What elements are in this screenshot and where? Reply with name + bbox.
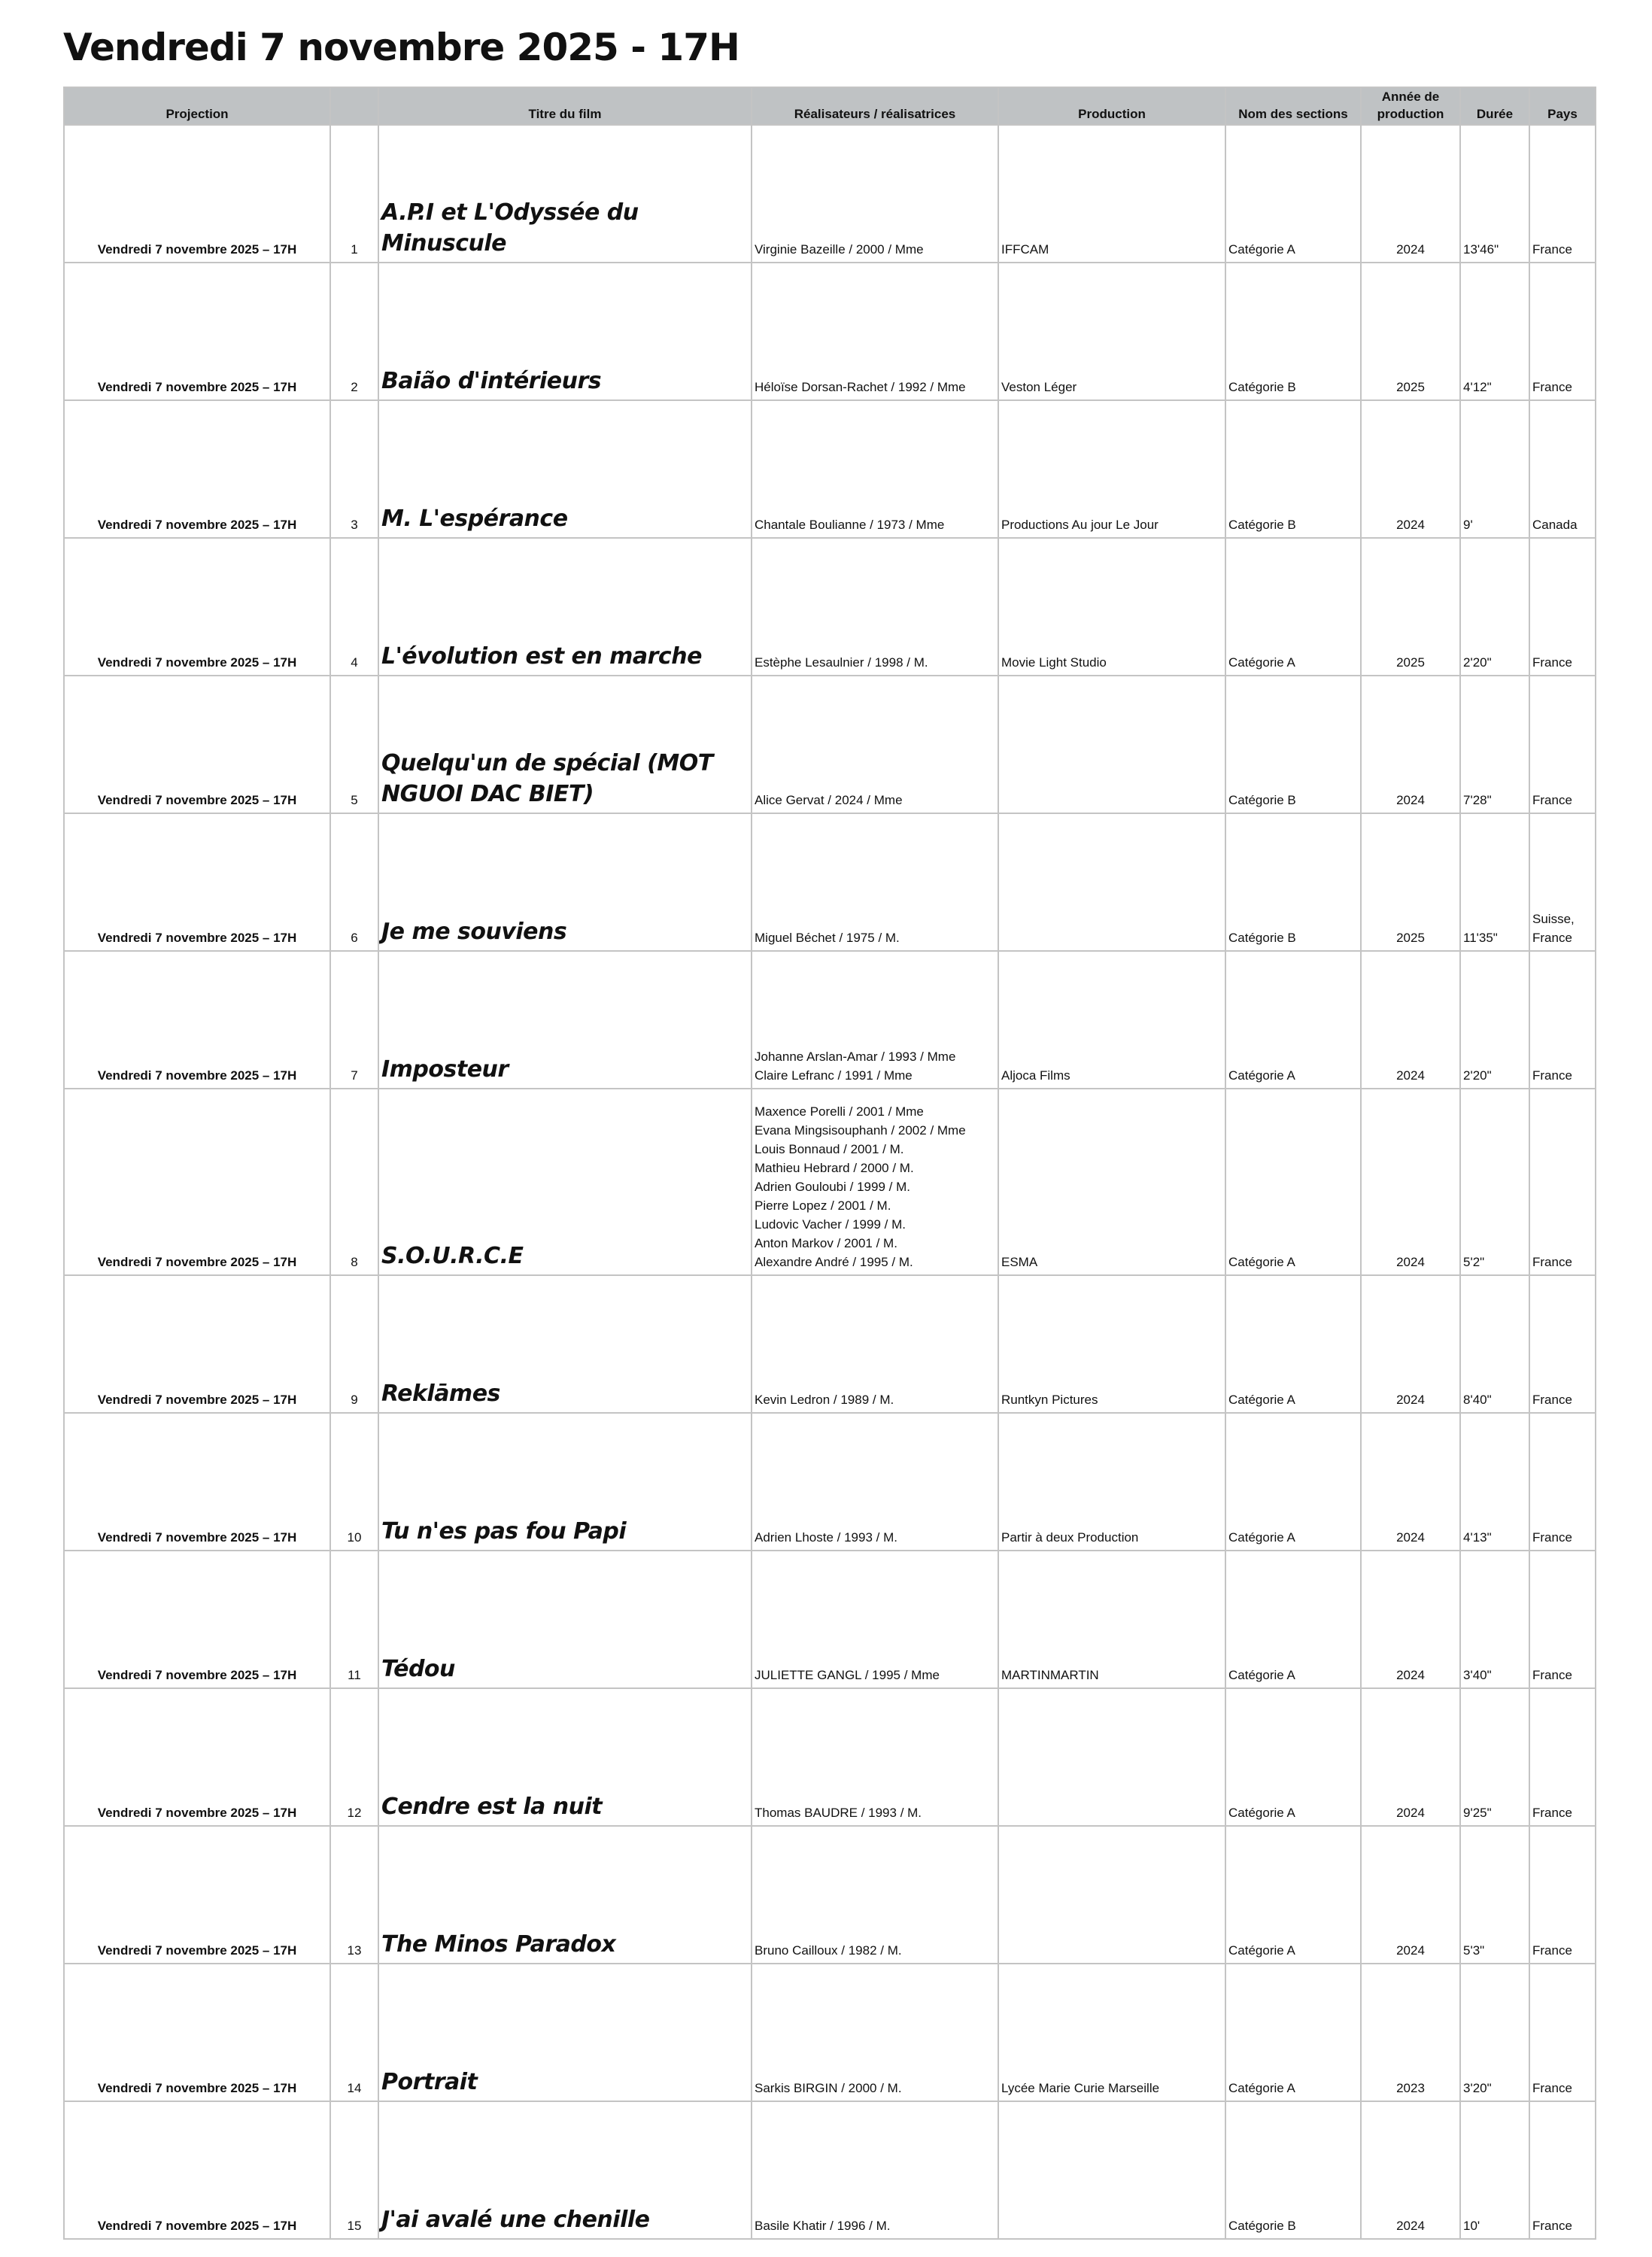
duration-cell: 2'20" xyxy=(1460,951,1529,1089)
production-cell: Runtkyn Pictures xyxy=(998,1275,1225,1413)
header-country: Pays xyxy=(1529,87,1596,125)
director-line: Héloïse Dorsan-Rachet / 1992 / Mme xyxy=(755,380,966,394)
country-cell: Suisse, France xyxy=(1529,813,1596,951)
year-cell: 2024 xyxy=(1361,1826,1460,1964)
director-line: Basile Khatir / 1996 / M. xyxy=(755,2219,891,2233)
table-row xyxy=(64,676,1596,813)
film-title-cell: The Minos Paradox xyxy=(378,1826,752,1964)
section-cell: Catégorie B xyxy=(1225,263,1361,400)
country-cell: France xyxy=(1529,538,1596,676)
table-row xyxy=(64,813,1596,951)
projection-cell: Vendredi 7 novembre 2025 – 17H xyxy=(64,538,330,676)
country-cell: France xyxy=(1529,125,1596,263)
film-title-cell: Tu n'es pas fou Papi xyxy=(378,1413,752,1551)
directors-cell xyxy=(752,676,998,813)
number-cell: 14 xyxy=(330,1964,378,2101)
section-cell: Catégorie B xyxy=(1225,2101,1361,2239)
section-cell: Catégorie A xyxy=(1225,951,1361,1089)
year-cell: 2025 xyxy=(1361,813,1460,951)
country-cell: France xyxy=(1529,1964,1596,2101)
number-cell: 9 xyxy=(330,1275,378,1413)
country-cell: France xyxy=(1529,1551,1596,1688)
duration-cell: 5'2" xyxy=(1460,1089,1529,1275)
country-cell: France xyxy=(1529,1089,1596,1275)
directors-cell xyxy=(752,813,998,951)
directors-cell xyxy=(752,1551,998,1688)
table-row xyxy=(64,1826,1596,1964)
section-cell: Catégorie A xyxy=(1225,125,1361,263)
table-row xyxy=(64,951,1596,1089)
projection-cell: Vendredi 7 novembre 2025 – 17H xyxy=(64,1826,330,1964)
year-cell: 2024 xyxy=(1361,1688,1460,1826)
production-cell xyxy=(998,813,1225,951)
duration-cell: 9'25" xyxy=(1460,1688,1529,1826)
director-line: Johanne Arslan-Amar / 1993 / Mme xyxy=(755,1050,956,1064)
year-cell: 2025 xyxy=(1361,538,1460,676)
header-title: Titre du film xyxy=(378,87,752,125)
directors-cell xyxy=(752,1826,998,1964)
table-row xyxy=(64,1275,1596,1413)
country-cell: France xyxy=(1529,951,1596,1089)
film-title-cell: S.O.U.R.C.E xyxy=(378,1089,752,1275)
projection-cell: Vendredi 7 novembre 2025 – 17H xyxy=(64,1413,330,1551)
directors-cell xyxy=(752,538,998,676)
year-cell: 2024 xyxy=(1361,1089,1460,1275)
director-line: Maxence Porelli / 2001 / Mme xyxy=(755,1104,924,1119)
country-cell: France xyxy=(1529,2101,1596,2239)
directors-cell xyxy=(752,1964,998,2101)
projection-cell: Vendredi 7 novembre 2025 – 17H xyxy=(64,125,330,263)
duration-cell: 3'20" xyxy=(1460,1964,1529,2101)
year-cell: 2024 xyxy=(1361,676,1460,813)
production-cell: MARTINMARTIN xyxy=(998,1551,1225,1688)
country-cell: France xyxy=(1529,1688,1596,1826)
number-cell: 6 xyxy=(330,813,378,951)
duration-cell: 7'28" xyxy=(1460,676,1529,813)
duration-cell: 4'13" xyxy=(1460,1413,1529,1551)
year-cell: 2024 xyxy=(1361,1413,1460,1551)
director-line: Alice Gervat / 2024 / Mme xyxy=(755,793,903,807)
table-row xyxy=(64,538,1596,676)
year-cell: 2024 xyxy=(1361,125,1460,263)
section-cell: Catégorie A xyxy=(1225,1688,1361,1826)
director-line: Sarkis BIRGIN / 2000 / M. xyxy=(755,2081,902,2095)
directors-cell xyxy=(752,125,998,263)
projection-cell: Vendredi 7 novembre 2025 – 17H xyxy=(64,813,330,951)
film-title-cell: A.P.I et L'Odyssée du Minuscule xyxy=(378,125,752,263)
film-title-cell: Cendre est la nuit xyxy=(378,1688,752,1826)
production-cell: Partir à deux Production xyxy=(998,1413,1225,1551)
section-cell: Catégorie A xyxy=(1225,1089,1361,1275)
number-cell: 2 xyxy=(330,263,378,400)
country-cell: France xyxy=(1529,1275,1596,1413)
director-line: Adrien Gouloubi / 1999 / M. xyxy=(755,1180,910,1194)
production-cell xyxy=(998,1688,1225,1826)
table-row xyxy=(64,1413,1596,1551)
year-cell: 2024 xyxy=(1361,1275,1460,1413)
projection-cell: Vendredi 7 novembre 2025 – 17H xyxy=(64,1089,330,1275)
country-cell: France xyxy=(1529,1413,1596,1551)
header-projection: Projection xyxy=(64,87,330,125)
directors-cell xyxy=(752,1413,998,1551)
table-row xyxy=(64,263,1596,400)
film-title-cell: M. L'espérance xyxy=(378,400,752,538)
film-title-cell: Baião d'intérieurs xyxy=(378,263,752,400)
header-directors: Réalisateurs / réalisatrices xyxy=(752,87,998,125)
production-cell xyxy=(998,676,1225,813)
production-cell: Lycée Marie Curie Marseille xyxy=(998,1964,1225,2101)
page-title: Vendredi 7 novembre 2025 - 17H xyxy=(63,26,739,69)
director-line: Virginie Bazeille / 2000 / Mme xyxy=(755,242,924,257)
directors-cell xyxy=(752,2101,998,2239)
duration-cell: 4'12" xyxy=(1460,263,1529,400)
film-title-cell: Portrait xyxy=(378,1964,752,2101)
section-cell: Catégorie B xyxy=(1225,813,1361,951)
production-cell: Aljoca Films xyxy=(998,951,1225,1089)
header-number xyxy=(330,87,378,125)
year-cell: 2023 xyxy=(1361,1964,1460,2101)
table-row xyxy=(64,2101,1596,2239)
duration-cell: 2'20" xyxy=(1460,538,1529,676)
duration-cell: 3'40" xyxy=(1460,1551,1529,1688)
section-cell: Catégorie A xyxy=(1225,1826,1361,1964)
country-cell: France xyxy=(1529,1826,1596,1964)
section-cell: Catégorie A xyxy=(1225,1275,1361,1413)
director-line: Ludovic Vacher / 1999 / M. xyxy=(755,1217,906,1232)
directors-cell xyxy=(752,400,998,538)
header-row xyxy=(64,87,1596,125)
film-title-cell: Je me souviens xyxy=(378,813,752,951)
film-schedule-table xyxy=(63,87,1596,2240)
duration-cell: 8'40" xyxy=(1460,1275,1529,1413)
year-cell: 2024 xyxy=(1361,400,1460,538)
number-cell: 7 xyxy=(330,951,378,1089)
duration-cell: 9' xyxy=(1460,400,1529,538)
projection-cell: Vendredi 7 novembre 2025 – 17H xyxy=(64,1551,330,1688)
directors-cell xyxy=(752,263,998,400)
number-cell: 4 xyxy=(330,538,378,676)
production-cell: Productions Au jour Le Jour xyxy=(998,400,1225,538)
year-cell: 2024 xyxy=(1361,1551,1460,1688)
director-line: Adrien Lhoste / 1993 / M. xyxy=(755,1530,897,1545)
director-line: Alexandre André / 1995 / M. xyxy=(755,1255,913,1269)
director-line: Miguel Béchet / 1975 / M. xyxy=(755,931,900,945)
header-year: Année de production xyxy=(1361,87,1460,125)
section-cell: Catégorie A xyxy=(1225,538,1361,676)
table-row xyxy=(64,1089,1596,1275)
table-body xyxy=(64,125,1596,2239)
header-production: Production xyxy=(998,87,1225,125)
number-cell: 8 xyxy=(330,1089,378,1275)
number-cell: 13 xyxy=(330,1826,378,1964)
projection-cell: Vendredi 7 novembre 2025 – 17H xyxy=(64,951,330,1089)
projection-cell: Vendredi 7 novembre 2025 – 17H xyxy=(64,676,330,813)
country-cell: Canada xyxy=(1529,400,1596,538)
country-cell: France xyxy=(1529,263,1596,400)
table-row xyxy=(64,125,1596,263)
number-cell: 3 xyxy=(330,400,378,538)
table-row xyxy=(64,400,1596,538)
table-row xyxy=(64,1964,1596,2101)
header-section: Nom des sections xyxy=(1225,87,1361,125)
duration-cell: 10' xyxy=(1460,2101,1529,2239)
section-cell: Catégorie A xyxy=(1225,1551,1361,1688)
director-line: Anton Markov / 2001 / M. xyxy=(755,1236,897,1250)
number-cell: 12 xyxy=(330,1688,378,1826)
director-line: Chantale Boulianne / 1973 / Mme xyxy=(755,518,945,532)
section-cell: Catégorie B xyxy=(1225,400,1361,538)
production-cell: IFFCAM xyxy=(998,125,1225,263)
projection-cell: Vendredi 7 novembre 2025 – 17H xyxy=(64,263,330,400)
film-title-cell: Reklāmes xyxy=(378,1275,752,1413)
director-line: Louis Bonnaud / 2001 / M. xyxy=(755,1142,904,1156)
production-cell: ESMA xyxy=(998,1089,1225,1275)
table-row xyxy=(64,1688,1596,1826)
directors-cell xyxy=(752,1688,998,1826)
number-cell: 10 xyxy=(330,1413,378,1551)
projection-cell: Vendredi 7 novembre 2025 – 17H xyxy=(64,1275,330,1413)
director-line: Claire Lefranc / 1991 / Mme xyxy=(755,1068,913,1083)
projection-cell: Vendredi 7 novembre 2025 – 17H xyxy=(64,2101,330,2239)
number-cell: 11 xyxy=(330,1551,378,1688)
directors-cell xyxy=(752,1089,998,1275)
director-line: Evana Mingsisouphanh / 2002 / Mme xyxy=(755,1123,966,1138)
projection-cell: Vendredi 7 novembre 2025 – 17H xyxy=(64,400,330,538)
year-cell: 2024 xyxy=(1361,951,1460,1089)
duration-cell: 13'46" xyxy=(1460,125,1529,263)
production-cell: Movie Light Studio xyxy=(998,538,1225,676)
directors-cell xyxy=(752,1275,998,1413)
production-cell xyxy=(998,2101,1225,2239)
film-title-cell: Quelqu'un de spécial (MOT NGUOI DAC BIET) xyxy=(378,676,752,813)
section-cell: Catégorie A xyxy=(1225,1413,1361,1551)
number-cell: 5 xyxy=(330,676,378,813)
production-cell: Veston Léger xyxy=(998,263,1225,400)
section-cell: Catégorie B xyxy=(1225,676,1361,813)
director-line: Mathieu Hebrard / 2000 / M. xyxy=(755,1161,914,1175)
director-line: Thomas BAUDRE / 1993 / M. xyxy=(755,1806,922,1820)
film-title-cell: Tédou xyxy=(378,1551,752,1688)
duration-cell: 5'3" xyxy=(1460,1826,1529,1964)
film-title-cell: L'évolution est en marche xyxy=(378,538,752,676)
director-line: Pierre Lopez / 2001 / M. xyxy=(755,1198,891,1213)
film-title-cell: Imposteur xyxy=(378,951,752,1089)
section-cell: Catégorie A xyxy=(1225,1964,1361,2101)
year-cell: 2024 xyxy=(1361,2101,1460,2239)
country-cell: France xyxy=(1529,676,1596,813)
duration-cell: 11'35" xyxy=(1460,813,1529,951)
number-cell: 15 xyxy=(330,2101,378,2239)
director-line: Kevin Ledron / 1989 / M. xyxy=(755,1393,894,1407)
film-title-cell: J'ai avalé une chenille xyxy=(378,2101,752,2239)
projection-cell: Vendredi 7 novembre 2025 – 17H xyxy=(64,1964,330,2101)
projection-cell: Vendredi 7 novembre 2025 – 17H xyxy=(64,1688,330,1826)
year-cell: 2025 xyxy=(1361,263,1460,400)
header-duration: Durée xyxy=(1460,87,1529,125)
table-row xyxy=(64,1551,1596,1688)
directors-cell xyxy=(752,951,998,1089)
director-line: Estèphe Lesaulnier / 1998 / M. xyxy=(755,655,928,670)
director-line: JULIETTE GANGL / 1995 / Mme xyxy=(755,1668,940,1682)
production-cell xyxy=(998,1826,1225,1964)
director-line: Bruno Cailloux / 1982 / M. xyxy=(755,1943,902,1958)
number-cell: 1 xyxy=(330,125,378,263)
